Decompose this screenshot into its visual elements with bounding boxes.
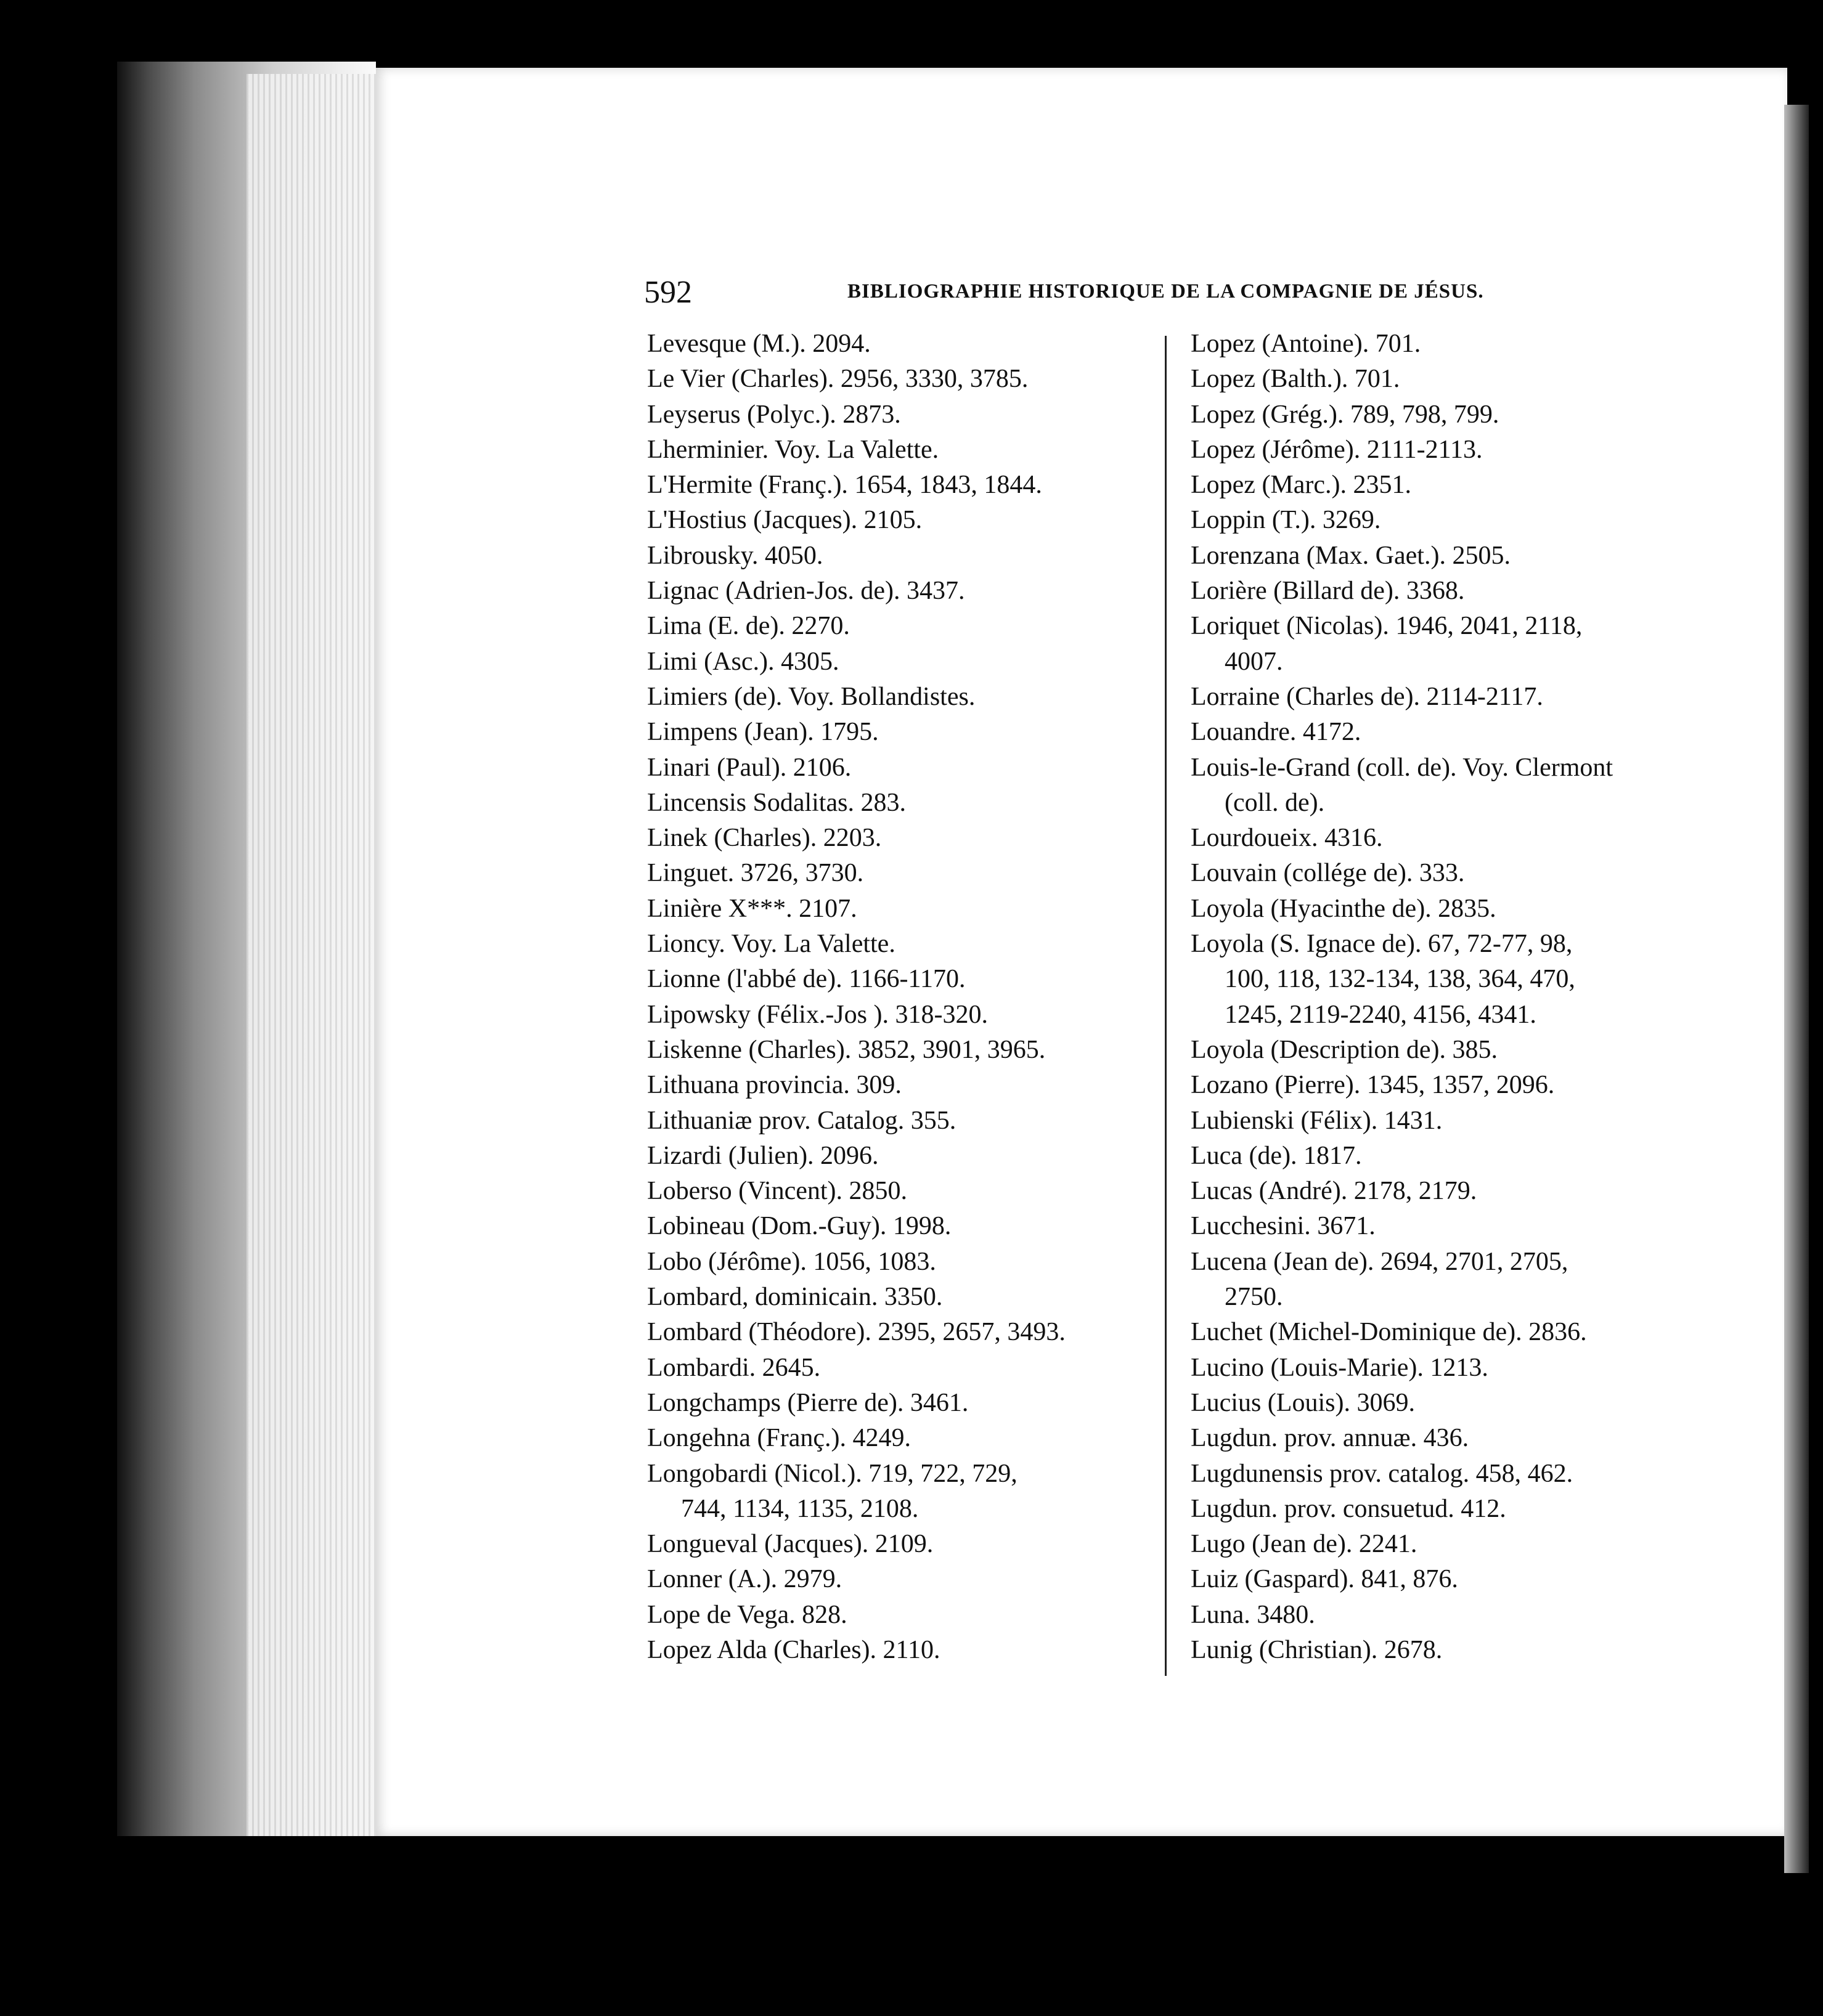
index-entry: Lucas (André). 2178, 2179.: [1191, 1177, 1477, 1206]
index-entry: Louvain (collége de). 333.: [1191, 859, 1465, 888]
column-divider: [1165, 336, 1167, 1676]
index-entry: Lourdoueix. 4316.: [1191, 824, 1383, 853]
index-entry: Lioncy. Voy. La Valette.: [647, 930, 895, 959]
index-entry: Limiers (de). Voy. Bollandistes.: [647, 682, 976, 711]
index-entry: Lobineau (Dom.-Guy). 1998.: [647, 1212, 952, 1241]
index-entry: Lopez (Marc.). 2351.: [1191, 471, 1412, 500]
index-entry: Le Vier (Charles). 2956, 3330, 3785.: [647, 365, 1029, 394]
book-page-stack-right: [1784, 105, 1809, 1873]
index-entry: Lincensis Sodalitas. 283.: [647, 788, 906, 817]
index-entry: Lunig (Christian). 2678.: [1191, 1635, 1443, 1664]
index-entry: L'Hostius (Jacques). 2105.: [647, 506, 923, 535]
index-entry: Luchet (Michel-Dominique de). 2836.: [1191, 1318, 1587, 1347]
index-entry: Levesque (M.). 2094.: [647, 330, 871, 358]
index-entry: Loppin (T.). 3269.: [1191, 506, 1381, 535]
index-entry: Lopez (Balth.). 701.: [1191, 365, 1400, 394]
index-entry: Lopez Alda (Charles). 2110.: [647, 1635, 940, 1664]
index-entry: Longobardi (Nicol.). 719, 722, 729,: [647, 1459, 1018, 1488]
index-entry: Lucchesini. 3671.: [1191, 1212, 1376, 1241]
index-entry: Lopez (Antoine). 701.: [1191, 330, 1421, 358]
index-entry: Lopez (Jérôme). 2111-2113.: [1191, 435, 1483, 464]
running-header: [644, 274, 1484, 311]
page-number: 592: [644, 275, 692, 310]
index-column-right: [1191, 327, 1684, 1668]
index-entry: Luna. 3480.: [1191, 1600, 1315, 1629]
index-entry: Longehna (Franç.). 4249.: [647, 1424, 912, 1453]
index-entry: Luca (de). 1817.: [1191, 1141, 1362, 1170]
index-entry: Lubienski (Félix). 1431.: [1191, 1106, 1443, 1135]
index-entry: Lombard (Théodore). 2395, 2657, 3493.: [647, 1318, 1066, 1347]
index-entry: Lugdunensis prov. catalog. 458, 462.: [1191, 1459, 1573, 1488]
index-entry: Lorière (Billard de). 3368.: [1191, 577, 1465, 606]
index-entry: Lizardi (Julien). 2096.: [647, 1141, 879, 1170]
index-entry: Linguet. 3726, 3730.: [647, 859, 864, 888]
index-column-left: [647, 327, 1140, 1668]
index-entry: Luiz (Gaspard). 841, 876.: [1191, 1565, 1458, 1594]
running-title: BIBLIOGRAPHIE HISTORIQUE DE LA COMPAGNIE DE JÉSUS.: [847, 280, 1484, 303]
index-entry-continuation: 100, 118, 132-134, 138, 364, 470,: [1225, 965, 1575, 994]
index-entry: Liskenne (Charles). 3852, 3901, 3965.: [647, 1035, 1046, 1064]
index-entry: Loyola (S. Ignace de). 67, 72-77, 98,: [1191, 930, 1573, 959]
index-entry: Longchamps (Pierre de). 3461.: [647, 1388, 969, 1417]
index-entry: Leyserus (Polyc.). 2873.: [647, 400, 901, 429]
index-entry-continuation: 4007.: [1225, 647, 1283, 676]
index-entry: Lucius (Louis). 3069.: [1191, 1388, 1415, 1417]
index-entry: Lucino (Louis-Marie). 1213.: [1191, 1353, 1488, 1382]
index-entry: Lozano (Pierre). 1345, 1357, 2096.: [1191, 1071, 1555, 1100]
index-entry: Lherminier. Voy. La Valette.: [647, 435, 939, 464]
index-entry: Linière X***. 2107.: [647, 894, 857, 923]
index-entry: Lionne (l'abbé de). 1166-1170.: [647, 965, 966, 994]
index-entry-continuation: 744, 1134, 1135, 2108.: [681, 1494, 919, 1523]
index-entry: Lugdun. prov. consuetud. 412.: [1191, 1494, 1506, 1523]
index-entry: Louandre. 4172.: [1191, 718, 1361, 747]
index-entry: Louis-le-Grand (coll. de). Voy. Clermont: [1191, 753, 1613, 782]
index-entry: Lombardi. 2645.: [647, 1353, 821, 1382]
book-page-edges: [247, 74, 382, 1836]
index-entry: Lucena (Jean de). 2694, 2701, 2705,: [1191, 1247, 1568, 1276]
index-entry-continuation: 2750.: [1225, 1283, 1283, 1312]
index-entry: Lorraine (Charles de). 2114-2117.: [1191, 682, 1543, 711]
index-entry: Lorenzana (Max. Gaet.). 2505.: [1191, 541, 1511, 570]
index-entry: Librousky. 4050.: [647, 541, 823, 570]
index-entry: Loyola (Hyacinthe de). 2835.: [1191, 894, 1496, 923]
index-entry: Lope de Vega. 828.: [647, 1600, 847, 1629]
index-entry: Lignac (Adrien-Jos. de). 3437.: [647, 577, 965, 606]
index-entry: Loyola (Description de). 385.: [1191, 1035, 1498, 1064]
index-entry: Loriquet (Nicolas). 1946, 2041, 2118,: [1191, 612, 1583, 641]
index-entry-continuation: 1245, 2119-2240, 4156, 4341.: [1225, 1000, 1536, 1029]
index-entry: Lithuaniæ prov. Catalog. 355.: [647, 1106, 956, 1135]
index-entry: Lopez (Grég.). 789, 798, 799.: [1191, 400, 1499, 429]
index-entry: Lombard, dominicain. 3350.: [647, 1283, 943, 1312]
index-entry: Linek (Charles). 2203.: [647, 824, 882, 853]
index-entry: Limi (Asc.). 4305.: [647, 647, 839, 676]
index-entry: Lonner (A.). 2979.: [647, 1565, 842, 1594]
index-entry-continuation: (coll. de).: [1225, 788, 1325, 817]
index-entry: Lobo (Jérôme). 1056, 1083.: [647, 1247, 936, 1276]
index-entry: L'Hermite (Franç.). 1654, 1843, 1844.: [647, 471, 1042, 500]
index-entry: Lugdun. prov. annuæ. 436.: [1191, 1424, 1469, 1453]
index-entry: Lipowsky (Félix.-Jos ). 318-320.: [647, 1000, 988, 1029]
index-entry: Loberso (Vincent). 2850.: [647, 1177, 908, 1206]
index-entry: Limpens (Jean). 1795.: [647, 718, 879, 747]
index-entry: Lima (E. de). 2270.: [647, 612, 850, 641]
index-entry: Linari (Paul). 2106.: [647, 753, 852, 782]
index-entry: Lugo (Jean de). 2241.: [1191, 1530, 1417, 1559]
index-entry: Longueval (Jacques). 2109.: [647, 1530, 934, 1559]
index-entry: Lithuana provincia. 309.: [647, 1071, 902, 1100]
